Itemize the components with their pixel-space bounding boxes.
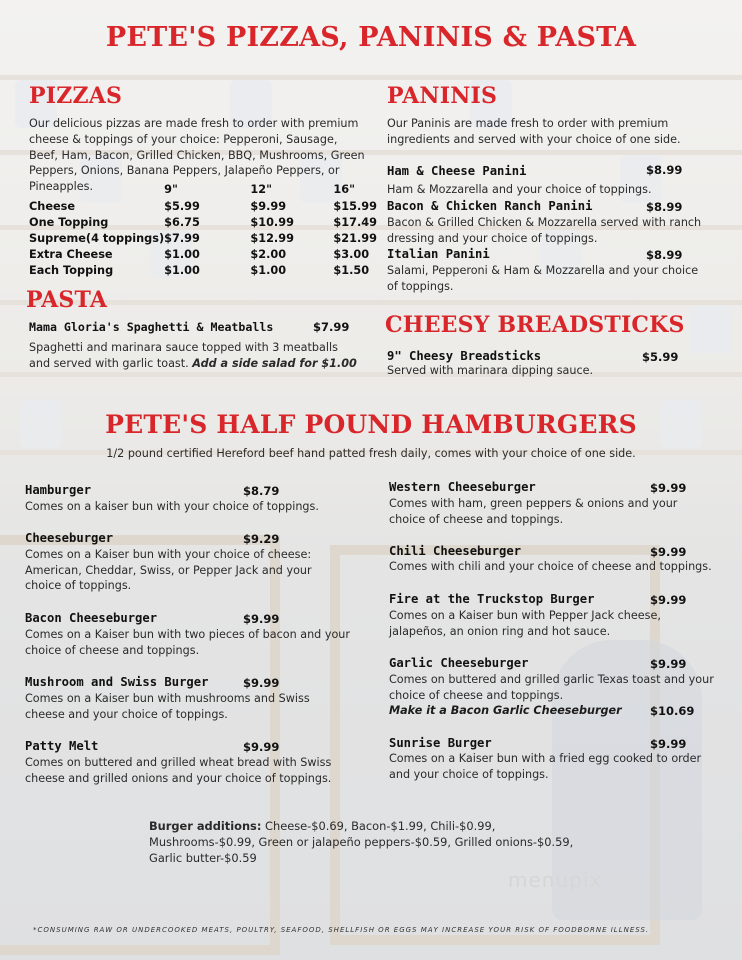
burger-item-price: $9.99 [650,593,687,607]
pizzas-intro: Our delicious pizzas are made fresh to order with premium cheese & toppings of your choice: Pepperoni, Sausage, Beef, Ham, Bacon, Grilled Chicken, BBQ, Mushrooms, Green Peppers, Onions, Banana Peppers, Jalapeño Peppers, or Pineapples. [29,117,365,194]
food-safety-disclaimer: *CONSUMING RAW OR UNDERCOOKED MEATS, POULTRY, SEAFOOD, SHELLFISH OR EGGS MAY INCREASE YOUR RISK OF FOODBORNE ILLNESS. [33,926,650,934]
menu-title: PETE'S PIZZAS, PANINIS & PASTA [105,22,637,53]
panini-item-price: $8.99 [646,163,683,177]
bacon-garlic-upgrade-price: $10.69 [650,704,695,718]
pizza-price-16: $21.99 [333,231,377,245]
breadsticks-item-price: $5.99 [642,350,679,364]
burger-item-price: $8.79 [243,484,280,498]
breadsticks-item-name: 9" Cheesy Breadsticks [387,349,542,363]
burger-item-name: Cheeseburger [25,531,114,545]
pizza-price-12: $10.99 [250,215,294,229]
panini-item-name: Italian Panini [387,247,490,261]
burger-item-price: $9.99 [243,740,280,754]
burger-item-price: $9.99 [650,481,687,495]
pizza-row [29,230,377,246]
pizza-price-12: $1.00 [250,263,287,277]
pizza-row [29,198,377,214]
pizza-price-12: $9.99 [250,199,287,213]
hamburgers-heading: PETE'S HALF POUND HAMBURGERS [105,410,637,439]
panini-item-description: Bacon & Grilled Chicken & Mozzarella served with ranch dressing and your choice of toppings. [387,216,702,245]
burger-item-description: Comes with ham, green peppers & onions and your choice of cheese and toppings. [389,497,678,526]
hamburgers-intro: 1/2 pound certified Hereford beef hand patted fresh daily, comes with your choice of one side. [106,447,636,460]
panini-item-name: Bacon & Chicken Ranch Panini [387,199,593,213]
panini-item-description: Ham & Mozzarella and your choice of toppings. [387,183,652,196]
size-16-header: 16" [333,183,356,196]
burger-additions [149,818,589,866]
pizza-price-table [29,181,377,278]
burger-item-description: Comes on buttered and grilled wheat bread with Swiss cheese and grilled onions and your choice of toppings. [25,756,332,785]
burger-item-description: Comes on a Kaiser bun with your choice of cheese: American, Cheddar, Swiss, or Pepper Jack and your choice of toppings. [25,548,312,593]
burger-additions-list: Cheese-$0.69, Bacon-$1.99, Chili-$0.99, Mushrooms-$0.99, Green or jalapeño peppers-$0.59, Grilled onions-$0.59, Garlic butter-$0.59 [149,819,574,865]
pasta-desc-text: Spaghetti and marinara sauce topped with 3 meatballs and served with garlic toast. [29,341,338,370]
size-12-header: 12" [250,183,272,196]
panini-item-name: Ham & Cheese Panini [387,164,527,178]
watermark-logo: menupix [508,868,603,892]
pizza-row-name: One Topping [29,215,109,229]
pizza-row [29,262,377,278]
pizza-price-16: $1.50 [333,263,370,277]
burger-item-price: $9.29 [243,532,280,546]
pizza-row [29,246,377,262]
pizza-row-name: Each Topping [29,263,114,277]
burger-item-description: Comes on a Kaiser bun with mushrooms and Swiss cheese and your choice of toppings. [25,692,310,721]
pasta-item-price: $7.99 [313,320,350,334]
burger-item-name: Garlic Cheeseburger [389,656,529,670]
pasta-item-name: Mama Gloria's Spaghetti & Meatballs [29,320,274,334]
pizza-price-12: $12.99 [250,231,294,245]
pizza-price-9: $6.75 [164,215,200,229]
pizza-row-name: Cheese [29,199,76,213]
pizza-size-header-row [29,181,377,198]
burger-item-description: Comes on a Kaiser bun with a fried egg cooked to order and your choice of toppings. [389,752,702,781]
burger-item-price: $9.99 [243,676,280,690]
burger-item-price: $9.99 [650,737,687,751]
pizza-price-16: $15.99 [333,199,377,213]
pizza-price-16: $3.00 [333,247,370,261]
paninis-heading: PANINIS [387,83,498,109]
burger-item-name: Bacon Cheeseburger [25,611,158,625]
breadsticks-heading: CHEESY BREADSTICKS [385,312,685,338]
burger-item-description: Comes on buttered and grilled garlic Texas toast and your choice of cheese and toppings. [389,673,714,702]
pizza-price-9: $7.99 [164,231,200,245]
burger-item-name: Mushroom and Swiss Burger [25,675,209,689]
pasta-heading: PASTA [26,287,108,313]
pizza-price-9: $1.00 [164,263,200,277]
pizza-price-9: $5.99 [164,199,200,213]
pizzas-heading: PIZZAS [29,83,123,109]
pizza-row-name: Supreme(4 toppings) [29,231,165,245]
burger-item-price: $9.99 [243,612,280,626]
pizza-row-name: Extra Cheese [29,247,113,261]
pizza-price-9: $1.00 [164,247,200,261]
breadsticks-item-description: Served with marinara dipping sauce. [387,364,594,377]
bacon-garlic-upgrade-label: Make it a Bacon Garlic Cheeseburger [389,704,622,717]
burger-item-price: $9.99 [650,657,687,671]
burger-item-name: Patty Melt [25,739,99,753]
paninis-intro: Our Paninis are made fresh to order with premium ingredients and served with your choice of one side. [387,117,681,146]
pizza-price-16: $17.49 [333,215,377,229]
burger-item-description: Comes on a Kaiser bun with two pieces of bacon and your choice of cheese and toppings. [25,628,350,657]
burger-item-description: Comes on a Kaiser bun with Pepper Jack cheese, jalapeños, an onion ring and hot sauce. [389,609,661,638]
panini-item-price: $8.99 [646,200,683,214]
pizza-row [29,214,377,230]
pizza-price-12: $2.00 [250,247,287,261]
burger-item-name: Hamburger [25,483,92,497]
size-9-header: 9" [164,183,178,196]
burger-item-description: Comes with chili and your choice of cheese and toppings. [389,560,712,573]
panini-item-price: $8.99 [646,248,683,262]
burger-item-name: Western Cheeseburger [389,480,536,494]
burger-item-name: Sunrise Burger [389,736,492,750]
burger-item-name: Chili Cheeseburger [389,544,522,558]
burger-item-description: Comes on a kaiser bun with your choice of toppings. [25,500,319,513]
pasta-item-description [29,340,359,371]
burger-item-price: $9.99 [650,545,687,559]
pasta-side-salad-note: Add a side salad for $1.00 [192,356,357,370]
panini-item-description: Salami, Pepperoni & Ham & Mozzarella and your choice of toppings. [387,264,699,293]
burger-item-name: Fire at the Truckstop Burger [389,592,595,606]
burger-additions-label: Burger additions: [149,819,262,833]
